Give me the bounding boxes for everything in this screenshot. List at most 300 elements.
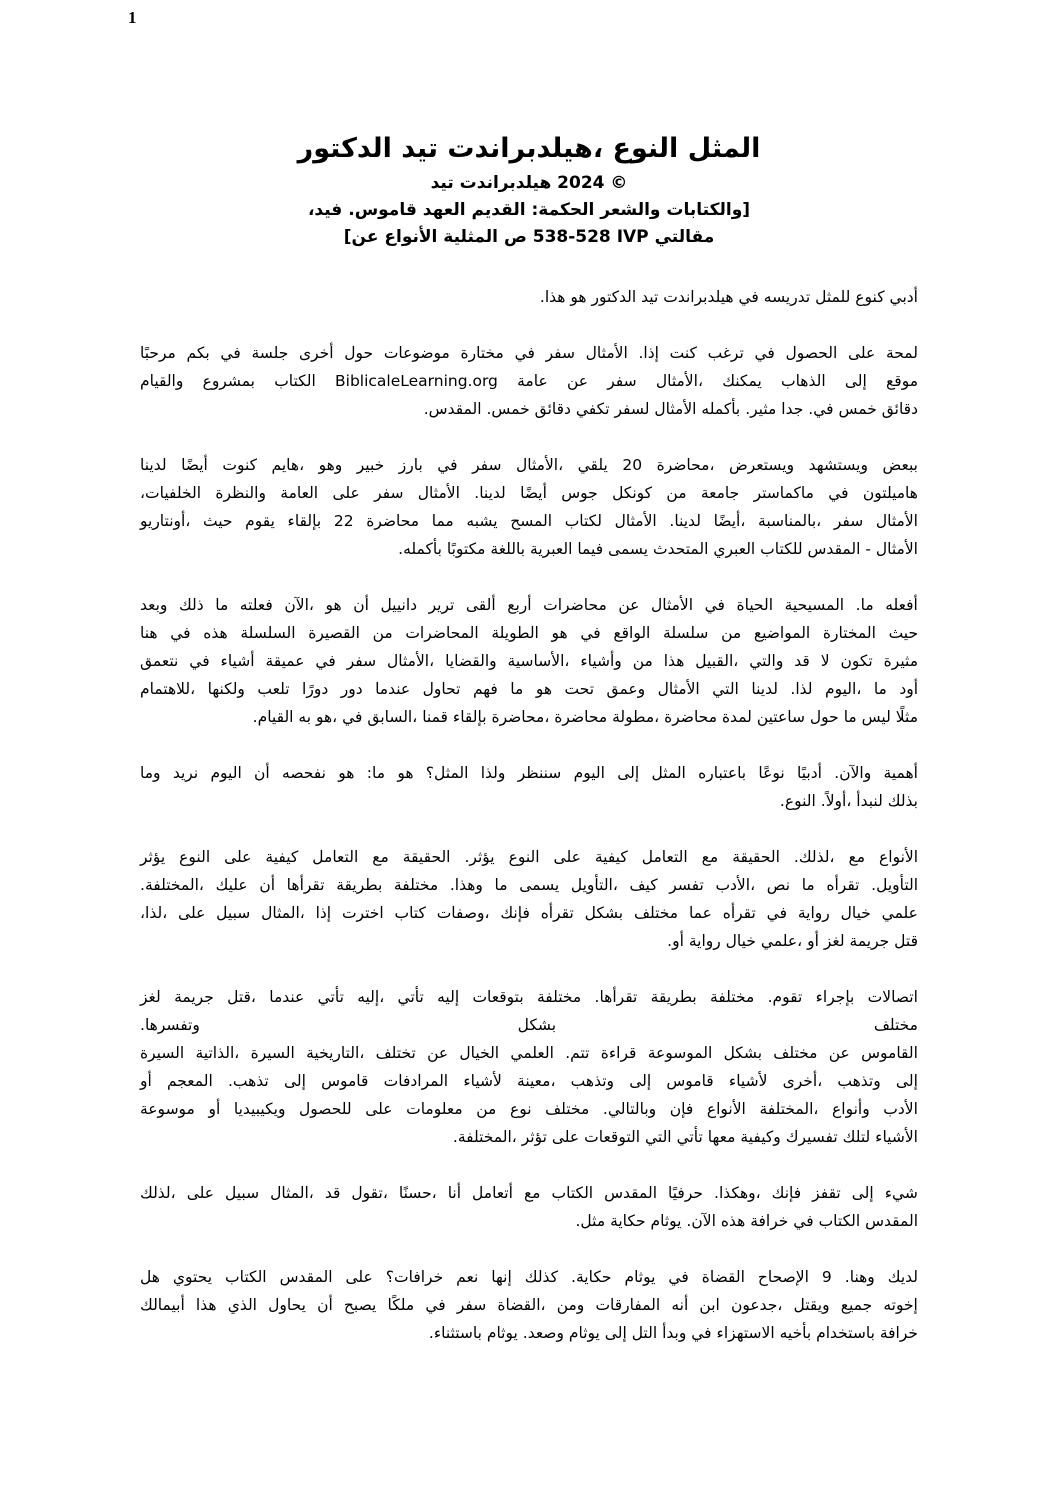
word: القضاة، [497,1296,546,1314]
word: قراءة [600,1044,637,1062]
word: مختلفة [536,988,582,1006]
word: هو [325,596,342,614]
word: قد [324,1184,341,1202]
word: المسيحية [784,596,845,614]
word: لا [820,652,830,670]
word: 20 [622,456,643,474]
word: تحت [564,680,595,698]
word: والقيام [140,372,184,390]
word: التعامل [641,848,688,866]
word: المختارة [822,624,876,642]
text-line [140,1291,918,1319]
word: تقرأها [286,876,325,894]
word: عن [427,1044,449,1062]
word: .بأكمله [398,540,442,558]
word: ،لذا، [140,904,168,922]
word: ويكيبيديا [233,1100,286,1118]
word: القضاة [701,1268,745,1286]
text-line [140,283,918,311]
word: عما [688,904,712,922]
word: نتعمق [140,652,179,670]
word: تفسر [669,876,704,894]
word: تقرأه [540,904,574,922]
text-line [140,703,918,731]
word: موسوعة [140,1100,195,1118]
word: الأدب [883,1100,918,1118]
word: ما [801,876,815,894]
word: إلى [895,1072,918,1090]
word: اتصالات [867,988,918,1006]
word: والتي [749,652,784,670]
word: 22 [333,512,354,530]
word: هذه [203,624,228,642]
word: اليوم [573,764,605,782]
word: على [186,1184,214,1202]
word: سبيل [216,904,251,922]
word: للاهتمام، [140,680,196,698]
word: في [738,288,759,306]
word: التي [644,1128,672,1146]
word: الأمثال [875,512,918,530]
word: في [437,456,458,474]
word: هيلدبراندت، [447,133,604,164]
word: .والآن [834,764,872,782]
word: محاضرة [554,708,608,726]
word: إليه، [357,988,385,1006]
word: خرافة [750,1212,789,1230]
word: وتذهب [570,1072,615,1090]
word: أن [353,596,369,614]
word: والكتابات] [666,200,751,220]
word: يشبه [466,512,498,530]
word: سفر [607,372,637,390]
word: هذا [663,652,685,670]
word: تأتي [397,988,424,1006]
word: هل [140,1268,160,1286]
word: ويستعرض [728,456,795,474]
word: بأكمله [701,400,741,418]
word: الأمثال [614,512,657,530]
word: المرادفات [383,1072,449,1090]
word: باستخدام [816,1324,875,1342]
text-line [140,619,918,647]
text-line [140,1263,918,1291]
word: تأتي [676,1128,703,1146]
word: الأمثال، [387,652,435,670]
word: قاموس [666,1072,714,1090]
word: لكتاب [564,512,602,530]
word: العبرية [530,540,573,558]
word: شيء [884,1184,918,1202]
word: كيف [629,876,658,894]
word: فإن [669,1100,694,1118]
text-line [140,1319,918,1347]
word: بإلقاء [287,512,322,530]
word: خمس [838,400,877,418]
word: يلقي [577,456,608,474]
word: أفعله [885,596,918,614]
text-line [140,1179,918,1207]
word: سفر [346,652,377,670]
word: .التأويل [871,876,919,894]
word: تحاول [422,680,461,698]
word: .وتفسرها [140,1016,200,1034]
word: القديم [471,200,526,220]
word: لغز [823,932,845,950]
document-header [0,128,1058,251]
word: مكتوبًا [446,540,486,558]
word: هذه [720,1212,746,1230]
word: علمي، [760,932,803,950]
word: هو [570,288,587,306]
word: عميقة [265,652,305,670]
paragraph [140,843,918,955]
word: 9 [821,1268,832,1286]
word: هو [338,764,355,782]
word: كيفية [265,848,299,866]
word: الذهاب [780,372,826,390]
word: ألقى [465,596,496,614]
word: معلومات [406,1100,463,1118]
word: لأشياء [463,1072,502,1090]
text-line [140,871,918,899]
word: المسح [510,512,553,530]
word: مثلًا [895,708,918,726]
word: المتحدث [653,540,709,558]
word: .أو [667,932,684,950]
word: للكتاب [760,540,803,558]
word: المواضيع [753,624,811,642]
word: مع [848,848,866,866]
word: خيال [840,904,871,922]
word: الدكتور [297,133,392,164]
text-line [140,535,918,563]
word: دورًا [302,680,329,698]
word: القبيل، [695,652,739,670]
word: باعتباره [698,764,747,782]
word: مع [701,848,719,866]
word: أدبي [889,288,918,306]
word: مختلف [873,1016,918,1034]
word: عن [566,372,588,390]
word: عليك [215,876,248,894]
word: بشكل [517,1016,557,1034]
word: المقدس [604,1184,658,1202]
word: .المختلفة، [452,1128,517,1146]
word: أو [807,932,819,950]
word: يمكنك [722,372,762,390]
word: كنوت [222,456,258,474]
word: الأنواع [384,227,438,247]
word: فعلته [239,596,273,614]
word: هو، [315,708,338,726]
text-line [140,1067,918,1095]
word: النوع [179,848,211,866]
word: قتل [894,932,918,950]
word: تؤثر [521,1128,547,1146]
document-title [0,128,1058,170]
word: في [704,596,725,614]
word: الآن، [284,596,314,614]
word: محاضرات [543,596,607,614]
word: الأشياء [875,1128,918,1146]
word: أتعامل [472,1184,513,1202]
word: الأمثال [654,400,697,418]
text-line [140,367,918,395]
word: وكيفية [740,1128,781,1146]
word: في [514,344,535,362]
word: الحقيقة [732,848,780,866]
word: وعمق [606,680,646,698]
word: الأمثال، [655,372,703,390]
word: النوع [508,848,540,866]
word: .وهنا [844,1268,875,1286]
word: مما [431,512,454,530]
text-line [140,479,918,507]
word: معينة، [517,1072,556,1090]
word: قتل، [227,988,256,1006]
word: ولذا [480,764,506,782]
word: الأنواع [879,848,919,866]
word: .وصعد [522,1324,564,1342]
word: في [315,652,336,670]
word: الأمثال [650,596,694,614]
word: يؤثر [140,848,166,866]
word: المثل [687,133,761,164]
word: تقفز [812,1184,841,1202]
word: مع [372,848,389,866]
word: لذلك، [140,1184,176,1202]
word: العبري [713,540,756,558]
word: قمنا [422,708,448,726]
word: قاموس [321,1072,369,1090]
word: أخرى [299,344,334,362]
text-line [140,983,918,1011]
word: إلى [604,1324,627,1342]
word: أيضًا [181,456,208,474]
word: هنا [140,624,158,642]
word: الأساسية، [507,652,570,670]
word: .إذا [638,344,659,362]
word: مختلفة [393,876,439,894]
text-line [140,647,918,675]
word: .لدينا [474,484,506,502]
word: أنا [447,1184,462,1202]
word: في [170,624,191,642]
word: بطريقة [336,876,383,894]
word: الأمثال [875,540,918,558]
word: تدريسه [763,288,811,306]
paragraph [140,591,918,731]
word: الحقيقة [402,848,451,866]
word: محاضرة، [656,456,715,474]
word: المفارقات [595,1296,661,1314]
word: في [668,1268,689,1286]
word: هذا [195,1296,217,1314]
word: أو [208,1100,221,1118]
word: عندما [375,680,411,698]
word: .في [808,400,834,418]
word: وتذهب [837,1072,881,1090]
word: ما [843,708,857,726]
word: القصيرة [308,624,360,642]
word: المقدس [279,1268,333,1286]
word: لنبدأ [856,792,883,810]
word: جامعة [700,484,740,502]
word: لأشياء [728,1072,768,1090]
text-line [140,675,918,703]
word: تلعب [257,680,290,698]
word: .وهذا [449,876,483,894]
word: بشكل [723,1044,763,1062]
word: جريمة [174,988,214,1006]
word: فهم [472,680,498,698]
word: أشياء [220,652,255,670]
word: لمحة [885,344,918,362]
word: فإنك [771,1184,802,1202]
word: وهو [318,456,343,474]
word: تأتي [317,988,344,1006]
word: حول [809,708,839,726]
word: إلى [851,1184,874,1202]
word: من [666,484,687,502]
word: لتلك [842,1128,871,1146]
word: مختلف [545,1100,590,1118]
word: ملكًا [387,1296,415,1314]
word: مع [523,1184,541,1202]
word: أن [259,876,276,894]
word: بذلك [887,792,918,810]
word: سفر [456,1296,487,1314]
word: السيرة [250,1044,295,1062]
word: الكتاب [225,1268,267,1286]
word: ويقتل [793,1296,830,1314]
word: الأمثال، [516,456,564,474]
word: السيرة [140,1044,185,1062]
word: السلسلة [240,624,296,642]
word: مقالتي [654,227,715,247]
word: بكم [186,344,210,362]
word: الذاتية، [195,1044,240,1062]
word: على [847,344,876,362]
word: الأمثال [417,484,460,502]
paragraph [140,759,918,815]
word: مختلف [633,904,679,922]
word: السابق، [367,708,418,726]
word: سننظر [517,764,562,782]
word: .القيام [252,708,294,726]
word: أن [254,764,270,782]
word: يسمى [608,540,649,558]
word: بشكل [584,904,624,922]
word: العهد [422,200,466,220]
word: في [828,484,849,502]
word: ما [215,596,229,614]
word: الحياة [736,596,774,614]
word: .النوع [779,792,816,810]
word: القاموس [861,1044,918,1062]
word: دقائق [534,400,571,418]
text-line [140,843,918,871]
word: فيما [577,540,604,558]
word: ومن [556,1296,585,1314]
paragraph [140,1179,918,1235]
word: والشعر [600,200,661,220]
word: الكتاب [274,372,316,390]
word: ساعتين [756,708,805,726]
word: إلى [629,1072,652,1090]
word: يوثام [568,1324,600,1342]
word: جوس [561,484,598,502]
word: على [178,904,206,922]
word: على [553,848,581,866]
word: يحتوي [172,1268,213,1286]
word: أنه [671,1296,689,1314]
word: في [580,624,601,642]
word: عن [618,596,640,614]
word: يحاول [268,1296,306,1314]
word: الواقع [613,624,651,642]
word: المحاضرات [405,624,479,642]
word: تكون [840,652,873,670]
word: رواية [797,904,830,922]
word: تقرأه [826,876,860,894]
word: الكتاب [818,1212,861,1230]
word: على [551,1128,580,1146]
word: .باستثناء [428,1324,482,1342]
word: في [342,708,363,726]
word: المثل؟ [425,764,469,782]
word: ببعض [882,456,918,474]
word: .لذلك، [793,848,835,866]
word: الموسوعة [647,1044,713,1062]
word: اليوم [210,764,242,782]
word: تختلف [375,1044,416,1062]
source-line [0,197,1058,224]
text-line [140,899,918,927]
word: ،الخلفيات [140,484,202,502]
word: IVP [616,227,649,247]
word: .تقرأها [594,988,638,1006]
word: أود [899,680,919,698]
word: 538-528 [532,227,611,247]
text-line [140,339,918,367]
word: التاريخية، [306,1044,365,1062]
word: من [632,652,653,670]
word: تكفي [575,400,610,418]
word: به [298,708,312,726]
word: ،فيد [307,200,343,220]
word: .المقدس [423,400,482,418]
word: هو [535,680,552,698]
word: الذي [227,1296,257,1314]
word: الأمثال [657,680,700,698]
word: .تقوم [767,988,803,1006]
word: هو [551,624,568,642]
word: حكاية [610,1212,646,1230]
word: يوثام [624,1268,656,1286]
word: أيضًا، [713,512,746,530]
word: .خمس [486,400,530,418]
word: التي [712,680,739,698]
word: إلى [844,372,867,390]
word: .لذا [790,680,813,698]
word: أخرى، [782,1072,823,1090]
word: على [365,1100,393,1118]
word: بالمناسبة، [758,512,822,530]
word: مرحبًا [140,344,176,362]
word: دور [340,680,363,698]
